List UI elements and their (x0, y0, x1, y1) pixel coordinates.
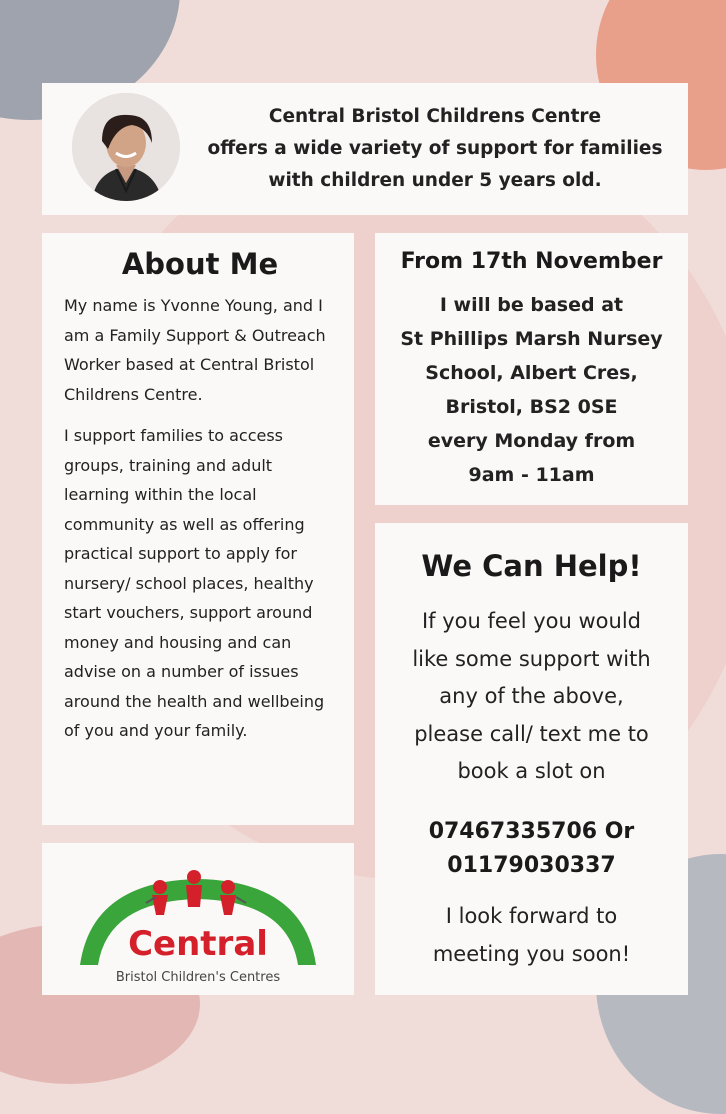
schedule-line: every Monday from (427, 430, 636, 452)
schedule-line: School, Albert Cres, (425, 362, 638, 384)
portrait-photo (72, 93, 180, 201)
central-logo (42, 843, 354, 995)
closing-line-1: I look forward to (445, 903, 618, 928)
help-line: book a slot on (457, 759, 606, 783)
help-panel (375, 523, 688, 995)
logo-panel (42, 843, 354, 995)
phone-number-2[interactable]: 01179030337 (447, 852, 616, 878)
schedule-line: 9am - 11am (468, 464, 595, 486)
avatar (72, 93, 180, 201)
header-line-3: with children under 5 years old. (268, 170, 602, 191)
closing-line-2: meeting you soon! (432, 941, 631, 966)
help-line: like some support with (412, 646, 651, 671)
schedule-panel (375, 233, 688, 505)
schedule-line: Bristol, BS2 0SE (445, 396, 618, 418)
header-line-1: Central Bristol Childrens Centre (268, 106, 602, 127)
children-figures-icon (146, 870, 246, 915)
schedule-line: I will be based at (439, 294, 624, 316)
about-panel (42, 233, 354, 825)
header-line-2: offers a wide variety of support for families (207, 138, 663, 159)
about-title: About Me (121, 247, 279, 281)
schedule-title: From 17th November (400, 249, 663, 274)
phone-number-1[interactable]: 07467335706 Or (428, 818, 635, 844)
logo-name: Central (128, 924, 268, 964)
help-line: please call/ text me to (414, 721, 649, 746)
header-panel (42, 83, 688, 215)
about-paragraph-1: My name is Yvonne Young, and I am a Family Support & Outreach Worker based at Central Bristol Childrens Centre. (64, 296, 326, 404)
help-line: any of the above, (439, 684, 624, 708)
header-text (192, 101, 678, 197)
about-paragraph-2: I support families to access groups, training and adult learning within the local community as well as offering practical support to apply for nursery/ school places, healthy start vouchers, support around money and housing and can advise on a number of issues around the health and wellbeing of you and your family. (64, 426, 325, 740)
logo-subtitle: Bristol Children's Centres (115, 970, 281, 985)
help-title: We Can Help! (421, 549, 642, 583)
help-line: If you feel you would (421, 609, 642, 633)
schedule-line: St Phillips Marsh Nursey (400, 328, 663, 350)
